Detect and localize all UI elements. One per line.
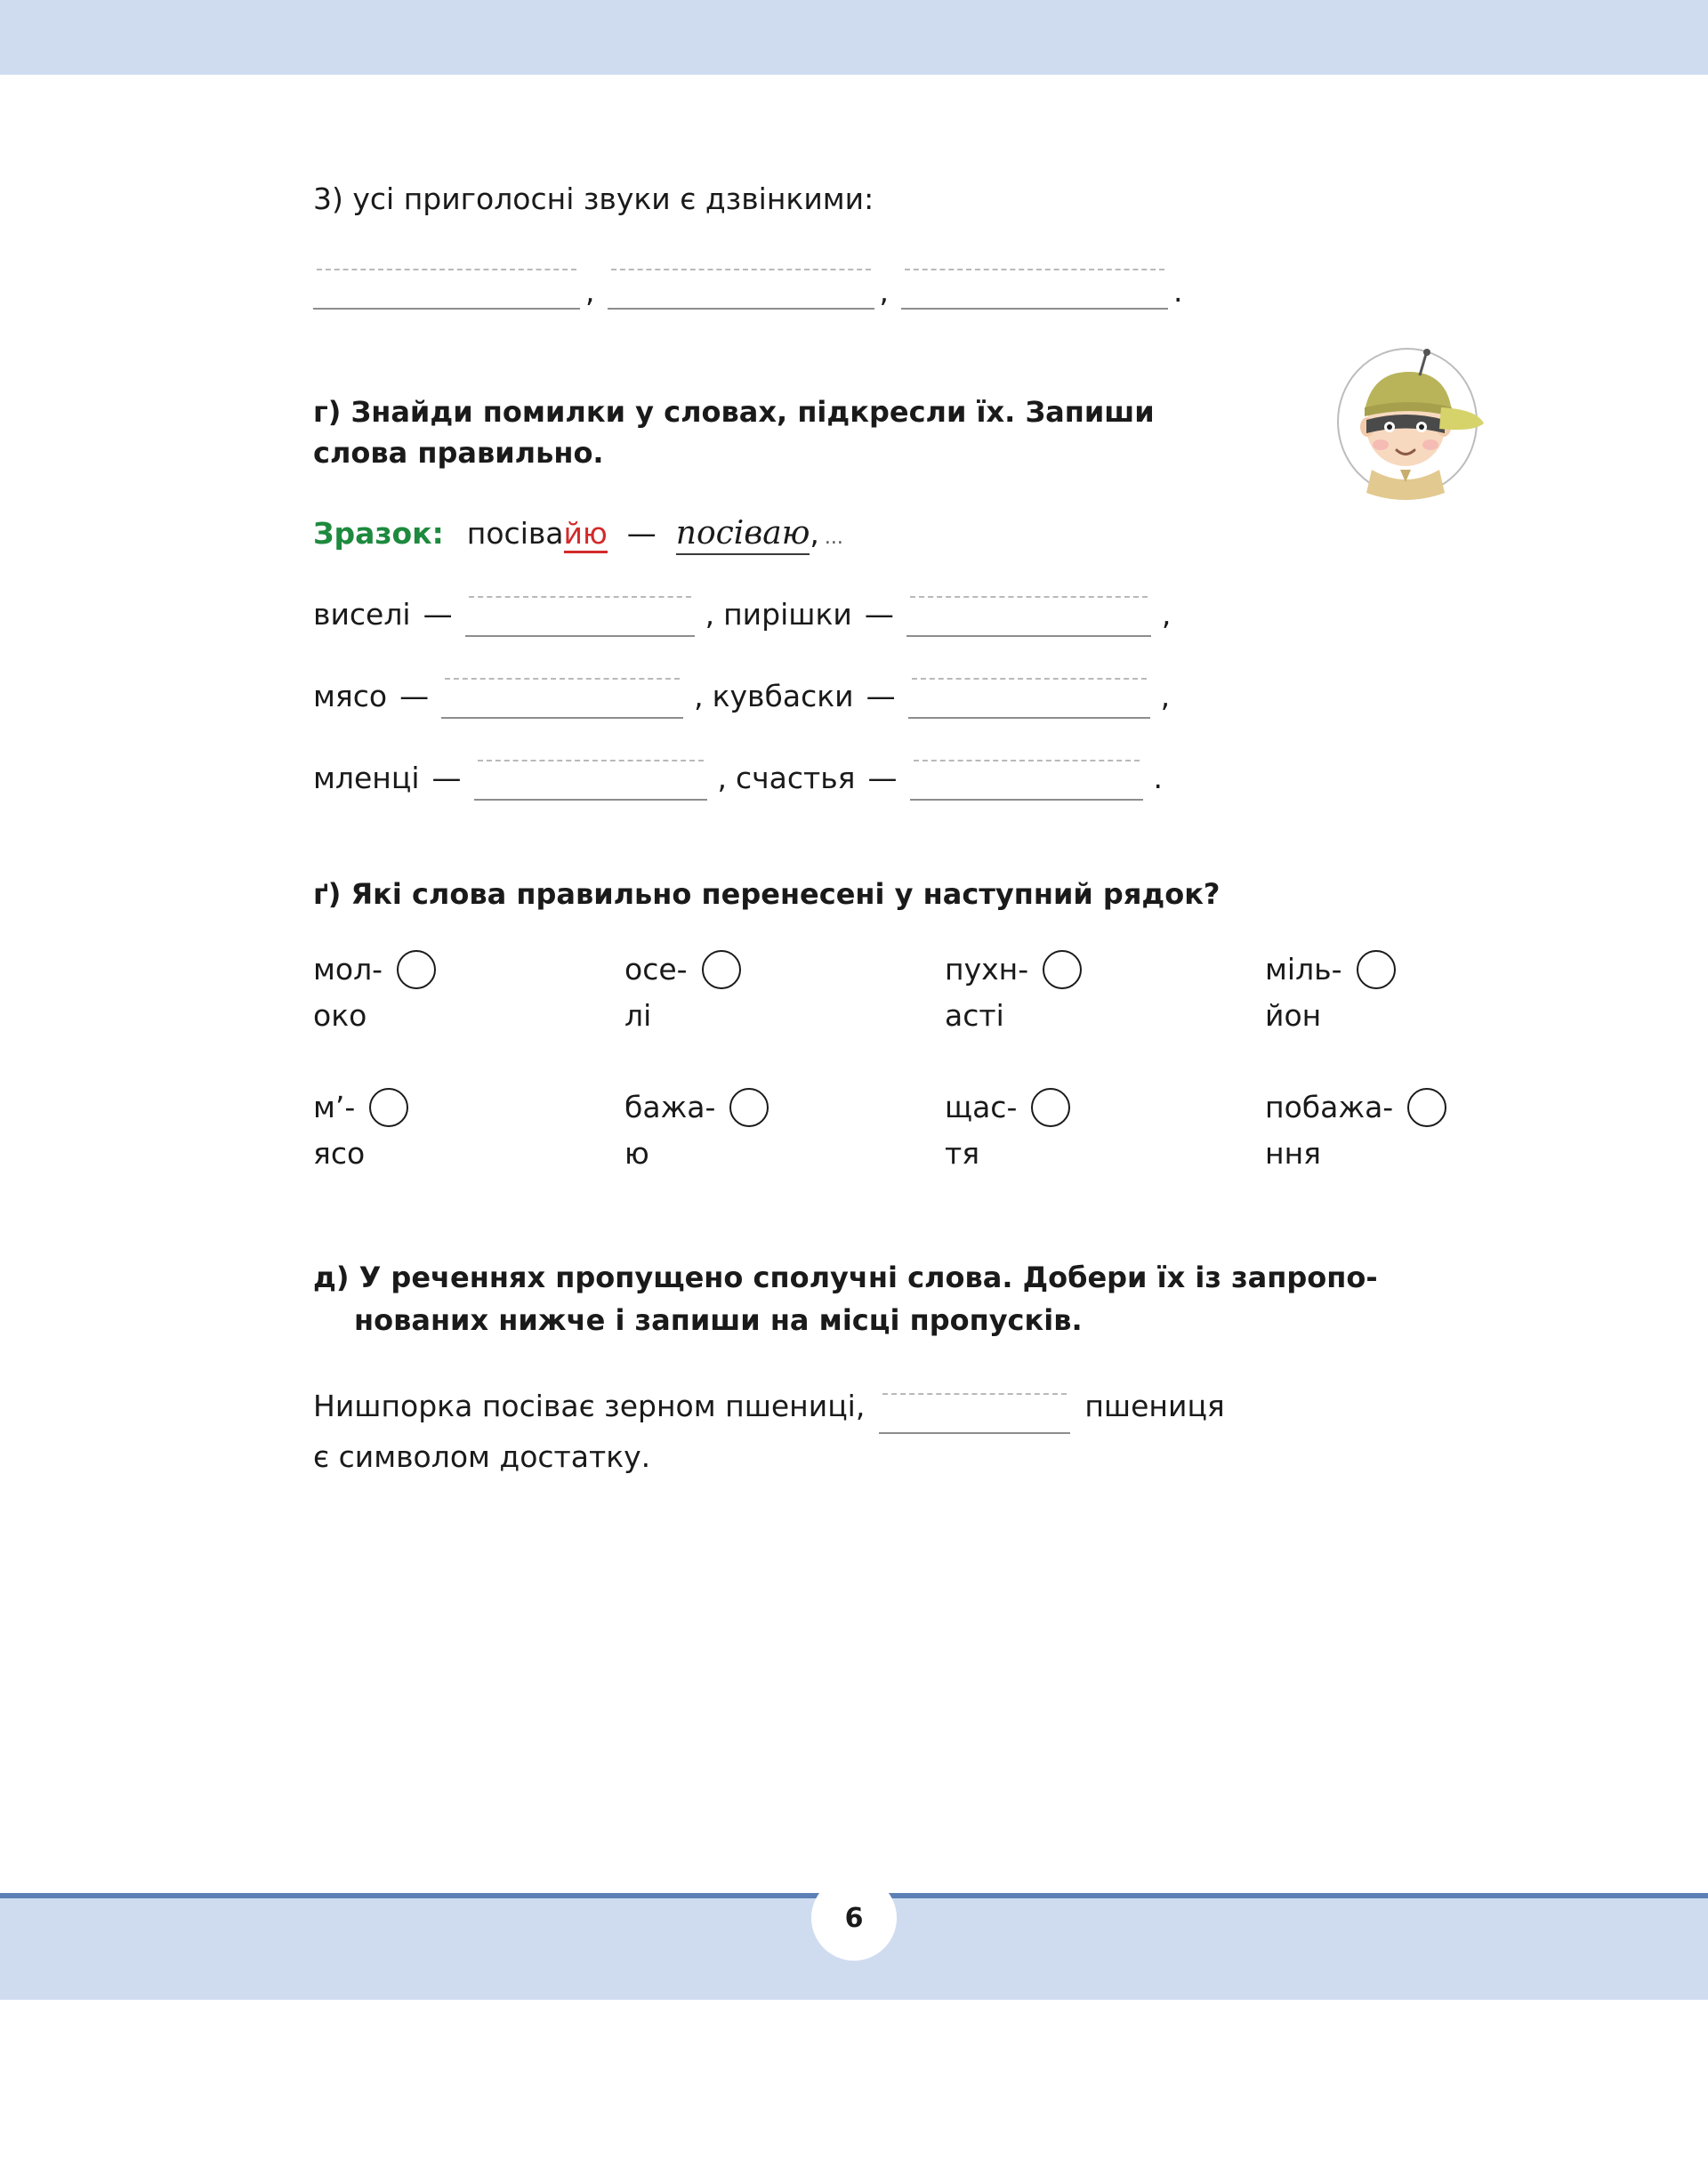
word-answer-blank-4[interactable] [908, 667, 1150, 719]
item-3-prompt: 3) усі приголосні звуки є дзвінкими: [313, 181, 874, 216]
item-3-answer-row [313, 258, 1496, 310]
word-dash-4: — [866, 678, 896, 713]
option-1-top-label: мол- [313, 952, 383, 987]
answer-blank-1[interactable] [313, 258, 580, 310]
sentence-part-1: Нишпорка посіває зерном пшениці, [313, 1388, 866, 1423]
answer-separator-1: , [585, 273, 595, 309]
answer-terminator: . [1173, 273, 1183, 309]
boy-in-cap-illustration [1308, 345, 1512, 502]
option-8[interactable] [1265, 1088, 1496, 1171]
word-label-5: мленці [313, 760, 420, 795]
word-label-3: мясо [313, 678, 388, 713]
example-corrected-word: посіваю [676, 515, 810, 555]
word-punct-1: , [705, 596, 715, 632]
sentence-line-2: є символом достатку. [313, 1438, 651, 1474]
option-8-bottom-label: ння [1265, 1135, 1322, 1171]
option-6-top-label: бажа- [624, 1090, 716, 1125]
option-4[interactable] [1265, 950, 1496, 1033]
word-correction-row [313, 585, 1496, 637]
option-6-radio[interactable] [729, 1088, 769, 1127]
option-1-bottom-label: око [313, 997, 367, 1033]
option-7-top-label: щас- [945, 1090, 1018, 1125]
page-content [313, 178, 1496, 1474]
word-answer-blank-5[interactable] [474, 749, 707, 801]
answer-blank-3[interactable] [901, 258, 1168, 310]
page-number: 6 [811, 1875, 897, 1961]
example-comma: , [810, 515, 819, 551]
option-7-bottom-label: тя [945, 1135, 980, 1171]
option-3-top-label: пухн- [945, 952, 1029, 987]
word-label-6: счастья [736, 760, 856, 795]
option-4-radio[interactable] [1357, 950, 1396, 989]
option-6-bottom-label: ю [624, 1135, 649, 1171]
answer-separator-2: , [879, 273, 889, 309]
example-word-error: йю [564, 516, 608, 553]
word-answer-blank-3[interactable] [441, 667, 683, 719]
word-label-1: виселі [313, 596, 411, 632]
word-correction-rows [313, 585, 1496, 801]
word-correction-row [313, 749, 1496, 801]
section-d-heading-line2: нованих нижче і запиши на місці пропусків. [354, 1302, 1083, 1337]
word-dash-5: — [431, 760, 462, 795]
option-3[interactable] [945, 950, 1265, 1033]
option-5-top-label: м’- [313, 1090, 356, 1125]
option-1[interactable] [313, 950, 624, 1033]
section-d-sentence [313, 1382, 1496, 1434]
word-punct-2: , [1161, 596, 1172, 632]
option-4-top-label: міль- [1265, 952, 1342, 987]
word-dash-2: — [864, 596, 894, 632]
option-5-bottom-label: ясо [313, 1135, 366, 1171]
word-label-2: пирішки [723, 596, 852, 632]
option-4-bottom-label: йон [1265, 997, 1322, 1033]
section-g2 [313, 877, 1496, 1171]
option-5[interactable] [313, 1088, 624, 1171]
option-5-radio[interactable] [369, 1088, 408, 1127]
option-6[interactable] [624, 1088, 945, 1171]
word-answer-blank-6[interactable] [910, 749, 1143, 801]
bottom-white-margin [0, 2000, 1708, 2167]
section-g2-heading: ґ) Які слова правильно перенесені у наступний рядок? [313, 876, 1221, 911]
word-correction-row [313, 667, 1496, 719]
sentence-answer-blank[interactable] [879, 1382, 1070, 1434]
option-2[interactable] [624, 950, 945, 1033]
option-7[interactable] [945, 1088, 1265, 1171]
word-dash-1: — [423, 596, 453, 632]
example-ellipsis: ... [824, 526, 843, 549]
example-line [313, 515, 1496, 555]
option-2-radio[interactable] [702, 950, 741, 989]
sentence-part-2: пшениця [1084, 1388, 1225, 1423]
answer-blank-2[interactable] [608, 258, 874, 310]
option-2-bottom-label: лі [624, 997, 652, 1033]
section-d [313, 1256, 1496, 1474]
option-3-bottom-label: асті [945, 997, 1004, 1033]
option-2-top-label: осе- [624, 952, 688, 987]
hyphenation-options [313, 950, 1496, 1171]
word-dash-3: — [399, 678, 430, 713]
option-8-radio[interactable] [1407, 1088, 1446, 1127]
word-answer-blank-2[interactable] [906, 585, 1151, 637]
word-label-4: кувбаски [712, 678, 854, 713]
section-g [313, 391, 1496, 801]
word-answer-blank-1[interactable] [465, 585, 695, 637]
word-punct-3: , [694, 678, 704, 713]
option-1-radio[interactable] [397, 950, 436, 989]
option-3-radio[interactable] [1043, 950, 1082, 989]
example-label: Зразок: [313, 515, 444, 551]
option-8-top-label: побажа- [1265, 1090, 1394, 1125]
section-g-heading: г) Знайди помилки у словах, підкресли їх. Запиши слова правильно. [313, 394, 1155, 471]
word-dash-6: — [867, 760, 898, 795]
section-d-heading-line1: д) У реченнях пропущено сполучні слова. Добери їх із запропо- [313, 1260, 1378, 1294]
example-dash: — [626, 515, 657, 551]
section-d-heading [313, 1256, 1461, 1341]
word-punct-5: , [717, 760, 727, 795]
word-punct-6: . [1153, 760, 1164, 795]
example-word-prefix: посіва [466, 515, 564, 551]
word-punct-4: , [1160, 678, 1171, 713]
top-decorative-band [0, 0, 1708, 75]
option-7-radio[interactable] [1031, 1088, 1070, 1127]
